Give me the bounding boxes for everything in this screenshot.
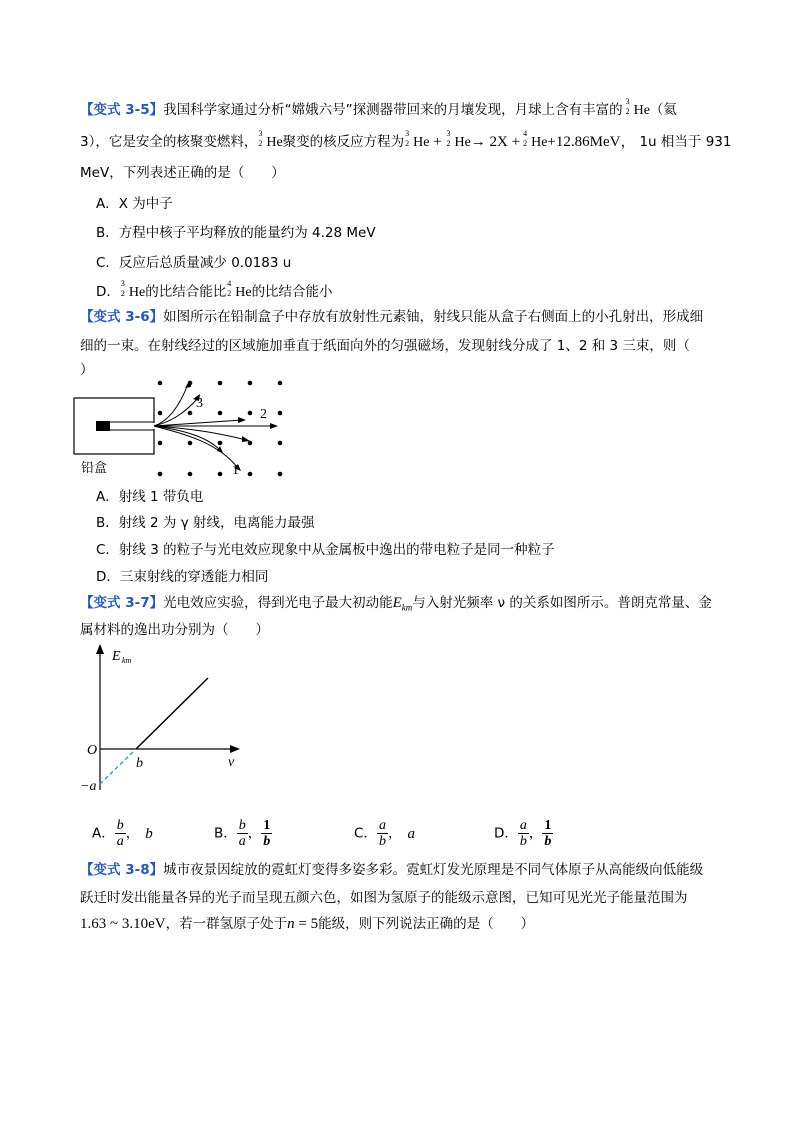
q35-option-c[interactable]: C．反应后总质量减少 0.0183 u	[96, 255, 292, 271]
y-axis-sublabel: km	[122, 656, 132, 665]
he3-nuclide: 3 2 He	[405, 129, 430, 150]
q37-tag: 【变式 3-7】	[80, 595, 164, 611]
he3-nuclide: 3 2 He	[446, 129, 471, 150]
q36-line1: 【变式 3-6】如图所示在铅制盒子中存放有放射性元素铀，射线只能从盒子右侧面上的小孔射出，形成细	[80, 309, 704, 325]
source-block	[96, 421, 110, 431]
lead-box-label: 铅盒	[81, 461, 108, 476]
y-intercept-label: −a	[80, 779, 97, 794]
he4-nuclide: 4 2 He	[227, 279, 252, 300]
he3-nuclide: 3 2 He	[120, 279, 146, 300]
q38-line2: 跃迁时发出能量各异的光子而呈现五颜六色，如图为氢原子的能级示意图，已知可见光光子能量范围为	[80, 890, 688, 906]
q37-option-d[interactable]: D． $\frac{a}{b}$ ， $\frac{1}{b}$	[494, 818, 552, 849]
q38-tag: 【变式 3-8】	[80, 862, 164, 878]
x-axis-arrow	[230, 745, 240, 753]
x-intercept-label: b	[136, 756, 143, 771]
q35-line3: MeV，下列表述正确的是（ ）	[80, 165, 285, 181]
ray-label-3: 3	[196, 396, 203, 411]
q36-option-d[interactable]: D．三束射线的穿透能力相同	[96, 569, 269, 585]
ray-label-2: 2	[260, 407, 267, 422]
q35-option-d[interactable]: D． 3 2 He的比结合能比 4 2 He的比结合能小	[96, 281, 333, 304]
y-axis-arrow	[96, 644, 104, 654]
q35-line1: 【变式 3-5】我国科学家通过分析“嫦娥六号”探测器带回来的月壤发现，月球上含有丰富的 3 2 He（氦	[80, 99, 720, 122]
ekm-extension	[100, 749, 136, 784]
ray-label-1: 1	[232, 463, 239, 478]
q35-tag: 【变式 3-5】	[80, 102, 164, 118]
x-axis-label: ν	[228, 755, 235, 770]
y-axis-label: E	[112, 649, 121, 664]
q38-line1: 【变式 3-8】城市夜景因绽放的霓虹灯变得多姿多彩。霓虹灯发光原理是不同气体原子从高能级向低能级	[80, 862, 704, 878]
q37-option-a[interactable]: A． $\frac{b}{a}$ ， b	[92, 818, 153, 849]
q37-line1: 【变式 3-7】光电效应实验，得到光电子最大初动能$E_{km}$与入射光频率 ν 的关系如图所示。普朗克常量、金	[80, 595, 712, 613]
q37-option-b[interactable]: B． $\frac{b}{a}$ ， $\frac{1}{b}$	[214, 818, 271, 849]
ray-1-upper	[154, 426, 220, 450]
q36-option-c[interactable]: C．射线 3 的粒子与光电效应现象中从金属板中逸出的带电粒子是同一种粒子	[96, 542, 555, 558]
q35-line2: 3），它是安全的核聚变燃料， 3 2 He聚变的核反应方程为 3 2 He + 3 2 He→ 2X + 4 2 He+12.86MeV， 1u 相当于 931	[80, 131, 720, 154]
q36-option-a[interactable]: A．射线 1 带负电	[96, 489, 204, 505]
ekm-line	[136, 678, 208, 749]
ekm-graph	[78, 640, 258, 800]
q36-line2: 细的一束。在射线经过的区域施加垂直于纸面向外的匀强磁场，发现射线分成了 1、2 和 3 三束，则（	[80, 338, 690, 354]
he4-nuclide: 4 2 He	[523, 129, 548, 150]
q37-line2: 属材料的逸出功分别为（ ）	[80, 622, 269, 638]
he3-nuclide: 3 2 He	[258, 129, 283, 150]
q36-line3: ）	[80, 362, 94, 378]
field-dots	[158, 381, 283, 477]
q38-line3: 1.63 ~ 3.10eV，若一群氢原子处于n = 5能级，则下列说法正确的是（ ）	[80, 916, 535, 932]
q35-option-b[interactable]: B．方程中核子平均释放的能量约为 4.28 MeV	[96, 225, 376, 241]
q36-option-b[interactable]: B．射线 2 为 γ 射线，电离能力最强	[96, 515, 315, 531]
q35-option-a[interactable]: A．X 为中子	[96, 196, 173, 212]
q36-tag: 【变式 3-6】	[80, 309, 164, 325]
lead-box	[74, 398, 154, 454]
he3-nuclide: 3 2 He	[625, 97, 650, 118]
q37-option-c[interactable]: C． $\frac{a}{b}$ ， a	[354, 818, 415, 849]
ray-1-lower	[154, 426, 238, 468]
origin-label: O	[87, 743, 98, 758]
